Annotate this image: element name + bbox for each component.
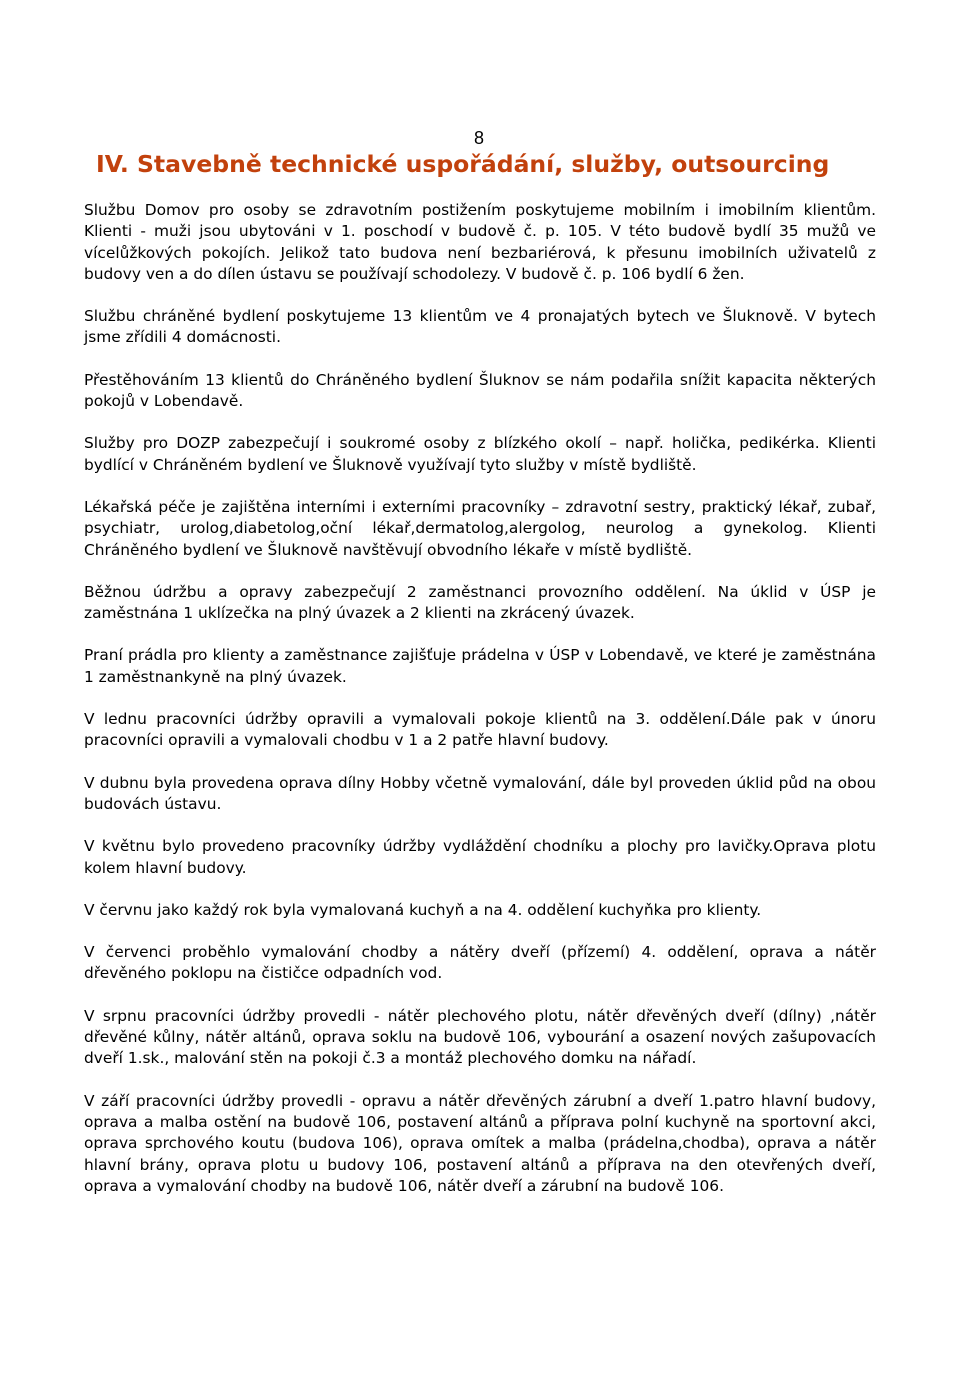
paragraph-june: V červnu jako každý rok byla vymalovaná kuchyň a na 4. oddělení kuchyňka pro klienty. (84, 900, 762, 919)
paragraph-medical-care: Lékařská péče je zajištěna interními i externími pracovníky – zdravotní sestry, praktický lékař, zubař, psychiatr, urolog,diabetolog,oční lékař,dermatolog,alergolog, neurolog a gynekolog. Klienti Chráněného bydlení ve Šluknově navštěvují obvodního lékaře v místě bydliště. (84, 497, 876, 559)
body-text (84, 200, 876, 1218)
paragraph-september: V září pracovníci údržby provedli - opravu a nátěr dřevěných zárubní a dveří 1.patro hlavní budovy, oprava a malba ostění na budově 106, postavení altánů a příprava polní kuchyně na sportovní akci, oprava sprchového koutu (budova 106), oprava omítek a malba (prádelna,chodba), oprava a nátěr hlavní brány, oprava plotu u budovy 106, postavení altánů a příprava na den otevřených dveří, oprava a vymalování chodby na budově 106, nátěr dveří a zárubní na budově 106. (84, 1091, 876, 1195)
paragraph-april: V dubnu byla provedena oprava dílny Hobby včetně vymalování, dále byl proveden úklid půd na obou budovách ústavu. (84, 773, 876, 813)
paragraph-sheltered-housing: Službu chráněné bydlení poskytujeme 13 klientům ve 4 pronajatých bytech ve Šluknově. V bytech jsme zřídili 4 domácnosti. (84, 307, 876, 347)
section-heading: IV. Stavebně technické uspořádání, služby, outsourcing (96, 150, 830, 178)
paragraph-maintenance-staff: Běžnou údržbu a opravy zabezpečují 2 zaměstnanci provozního oddělení. Na úklid v ÚSP je zaměstnána 1 uklízečka na plný úvazek a 2 klienti na zkrácený úvazek. (84, 582, 876, 623)
paragraph-january: V lednu pracovníci údržby opravili a vymalovali pokoje klientů na 3. oddělení.Dále pak v únoru pracovníci opravili a vymalovali chodbu v 1 a 2 patře hlavní budovy. (84, 710, 876, 750)
paragraph-residential-service: Službu Domov pro osoby se zdravotním postižením poskytujeme mobilním i imobilním klientům. Klienti - muži jsou ubytováni v 1. poschodí v budově č. p. 105. V této budově bydlí 35 mužů ve vícelůžkových pokojích. Jelikož tato budova není bezbariérová, k přesunu imobilních uživatelů z budovy ven a do dílen ústavu se používají schodolezy. V budově č. p. 106 bydlí 6 žen. (84, 201, 876, 283)
paragraph-august: V srpnu pracovníci údržby provedli - nátěr plechového plotu, nátěr dřevěných dveří (dílny) ,nátěr dřevěné kůlny, nátěr altánů, oprava soklu na budově 106, vybourání a osazení nových zašupovacích dveří 1.sk., malování stěn na pokoji č.3 a montáž plechového domku na nářadí. (84, 1006, 876, 1068)
paragraph-laundry: Praní prádla pro klienty a zaměstnance zajišťuje prádelna v ÚSP v Lobendavě, ve které je zaměstnána 1 zaměstnankyně na plný úvazek. (84, 646, 876, 686)
document-page (84, 0, 876, 1389)
paragraph-private-services: Služby pro DOZP zabezpečují i soukromé osoby z blízkého okolí – např. holička, pedikérka. Klienti bydlící v Chráněném bydlení ve Šluknově využívají tyto služby v místě bydliště. (84, 434, 876, 474)
paragraph-july: V červenci proběhlo vymalování chodby a nátěry dveří (přízemí) 4. oddělení, oprava a nátěr dřevěného poklopu na čističce odpadních vod. (84, 943, 876, 983)
paragraph-may: V květnu bylo provedeno pracovníky údržby vydláždění chodníku a plochy pro lavičky.Oprava plotu kolem hlavní budovy. (84, 837, 876, 877)
paragraph-relocation: Přestěhováním 13 klientů do Chráněného bydlení Šluknov se nám podařila snížit kapacita některých pokojů v Lobendavě. (84, 370, 876, 411)
page-number: 8 (474, 128, 485, 148)
